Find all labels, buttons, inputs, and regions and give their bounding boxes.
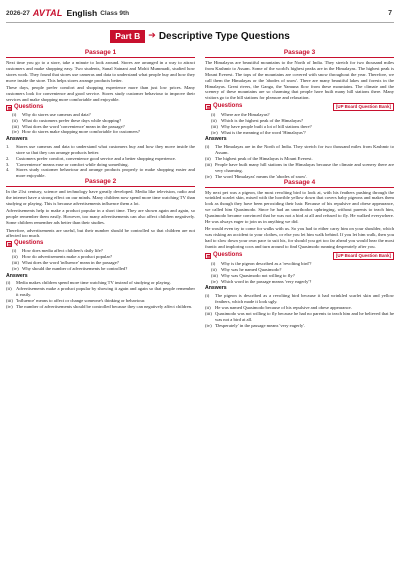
answer-number: (iv) bbox=[205, 173, 212, 179]
questions-heading bbox=[6, 241, 195, 247]
question-number: (iii) bbox=[211, 272, 218, 278]
question-item bbox=[6, 129, 195, 135]
passage-paragraph: These days, people prefer comfort and shopping experience more than just low prices. Many customers look for convenience and good service. Stores study customer behaviour to improve their services and make shopping more comfortable and enjoyable. bbox=[6, 85, 195, 102]
question-number: (iii) bbox=[12, 123, 19, 129]
passage-title: Passage 4 bbox=[205, 180, 394, 188]
answer-item bbox=[205, 293, 394, 305]
right-column bbox=[205, 50, 394, 328]
answer-number: (i) bbox=[205, 144, 210, 150]
answer-list bbox=[205, 293, 394, 328]
questions-heading bbox=[205, 103, 394, 111]
passage-title: Passage 1 bbox=[6, 50, 195, 58]
question-number: (iv) bbox=[12, 129, 19, 135]
question-list bbox=[205, 112, 394, 136]
question-text: What does the word 'convenience' mean in the passage? bbox=[22, 123, 125, 129]
part-heading bbox=[0, 28, 400, 44]
question-text: How does media affect children's daily life? bbox=[22, 248, 103, 254]
passage-section bbox=[6, 179, 195, 310]
answer-item bbox=[6, 286, 195, 298]
question-number: (i) bbox=[211, 112, 216, 118]
passage-paragraph: He would even try to come for walks with us. So you had to either carry him on your shoulder, which was risking an accident to your clothes, or else you let him walk behind. If you let him walk, then you had to slow down your own pace to suit his, for should you get too far ahead you would hear the most frantic and imploring coos and turn around to find Quasimodo running desperately after you. bbox=[205, 226, 394, 250]
answer-number: (iii) bbox=[6, 298, 13, 304]
answer-number: 3. bbox=[6, 161, 10, 167]
questions-label: Questions bbox=[14, 240, 44, 247]
source-badge: [UP Board Question Bank] bbox=[333, 252, 394, 260]
answer-number: (i) bbox=[6, 280, 11, 286]
question-text: Why should the number of advertisements be controlled? bbox=[22, 266, 128, 272]
question-list bbox=[205, 261, 394, 285]
question-text: Which is the highest peak of the Himalayas? bbox=[221, 118, 304, 124]
answer-number: 1. bbox=[6, 143, 10, 149]
header-divider bbox=[6, 22, 394, 23]
answer-text: 'Convenience' means ease or comfort while doing something. bbox=[16, 161, 129, 167]
answer-text: 'Influence' means to affect or change someone's thinking or behaviour. bbox=[16, 298, 146, 304]
answer-list bbox=[6, 144, 195, 179]
question-text: Why is the pigeon described as a 'revolting bird'? bbox=[221, 261, 312, 266]
question-number: (i) bbox=[211, 261, 216, 266]
question-text: Why do stores use cameras and data? bbox=[22, 111, 91, 117]
part-label: Part B bbox=[110, 30, 145, 43]
passage-section bbox=[6, 50, 195, 179]
question-text: What does the word 'influence' mean in the passage? bbox=[22, 260, 119, 266]
page-number: 7 bbox=[388, 9, 392, 17]
answer-text: The Himalayas are in the North of India. They stretch for two thousand miles from Kashmir to Assam. bbox=[215, 144, 394, 156]
question-text: How do stores make shopping more comfortable for customers? bbox=[22, 129, 140, 135]
arrow-right-icon: ➔ bbox=[148, 31, 156, 41]
source-badge: [UP Board Question Bank] bbox=[333, 103, 394, 111]
answer-text: The number of advertisements should be controlled because they can negatively affect children. bbox=[16, 304, 193, 310]
passage-title: Passage 3 bbox=[205, 50, 394, 58]
passage-paragraph: The Himalayas are beautiful mountains to the North of India. They stretch for two thousand miles from Kashmir to Assam. Some of the world's highest peaks are in the Himalayas. The highest peak is Mount Everest. The tops of the mountains are covered with snow throughout the year. Therefore, we call them the Himalayas or the 'abodes of snow'. There are many beautiful lakes and forests in the Himalayas. Great rivers, the Ganga, the Yamuna flow from these mountains. The climate and the scenery of these mountains are so charming that people have built many hill stations there. Many visitors go to the hill stations for pleasure and relaxation. bbox=[205, 59, 394, 101]
answer-text: Stores use cameras and data to understand what customers buy and how they move inside the store so that they can arrange products better. bbox=[16, 143, 195, 155]
answer-text: People have built many hill stations in the Himalayas because the climate and scenery there are very charming. bbox=[215, 161, 394, 173]
answer-item bbox=[205, 311, 394, 323]
questions-icon bbox=[205, 253, 211, 259]
subject-title: English bbox=[66, 8, 98, 18]
passage-paragraph: Next time you go to a store, take a minute to look around. Stores are arranged in a way to attract customers and make shopping easy. Two students, Sunal Sainani and Mohit Mummadi, studied how stores work. They found that stores use cameras and data to understand what people buy and how they move inside the store. This helps stores arrange products better. bbox=[6, 59, 195, 83]
answer-number: (ii) bbox=[205, 156, 211, 161]
left-column bbox=[6, 50, 195, 310]
answer-text: Media makes children spend more time watching TV instead of studying or playing. bbox=[16, 280, 171, 286]
answer-text: Advertisements make a product popular by showing it again and again so that people remember it easily. bbox=[16, 286, 195, 298]
question-item bbox=[205, 279, 394, 285]
answer-number: (ii) bbox=[205, 304, 211, 310]
answer-text: He was named Quasimodo because of his repulsive and obese appearance. bbox=[215, 304, 352, 310]
question-number: (i) bbox=[12, 111, 17, 117]
answer-text: Quasimodo was not willing to fly because he had no parents to teach him and he believed that he was not a bird at all. bbox=[215, 310, 394, 322]
answer-text: Customers prefer comfort, convenience good service and a better shopping experience. bbox=[16, 155, 176, 161]
page-header bbox=[6, 6, 392, 20]
answer-text: The word 'Himalayas' means the 'abodes of snow'. bbox=[215, 173, 308, 179]
questions-icon bbox=[205, 104, 211, 110]
question-number: (ii) bbox=[12, 254, 18, 260]
questions-heading bbox=[205, 252, 394, 260]
passage-section bbox=[205, 50, 394, 180]
answer-list bbox=[6, 280, 195, 310]
question-item bbox=[205, 130, 394, 136]
question-text: How do advertisements make a product popular? bbox=[22, 254, 113, 260]
answer-text: Stores study customer behaviour and arrange products properly to make shopping easier and more enjoyable. bbox=[16, 167, 195, 179]
answer-number: 2. bbox=[6, 155, 10, 161]
question-list bbox=[6, 248, 195, 272]
question-list bbox=[6, 112, 195, 136]
question-text: Why was Quasimodo not willing to fly? bbox=[221, 272, 295, 278]
answer-item bbox=[205, 144, 394, 156]
answer-item bbox=[6, 304, 195, 310]
answer-text: The highest peak of the Himalayas is Mount Everest. bbox=[215, 156, 313, 161]
question-text: Which word in the passage means 'very eagerly'? bbox=[221, 278, 312, 284]
passage-title: Passage 2 bbox=[6, 179, 195, 187]
answer-number: (iv) bbox=[205, 322, 212, 328]
question-text: Why have people built a lot of hill stations there? bbox=[221, 123, 312, 129]
questions-icon bbox=[6, 105, 12, 111]
passage-paragraph: My next pet was a pigeon, the most revolting bird to look at, with his feathers pushing through the wrinkled scarlet skin, mixed with the horrible yellow down that covers baby pigeons and makes them look as though they have been peroxiding their hair. Because of his repulsive and obese appearance, we called him Quasimodo. Since he had an unorthodox upbringing, without parents to teach him, Quasimodo became convinced that he was not a bird at all and refused to fly. He walked everywhere. He was always eager to join us in anything we did. bbox=[205, 189, 394, 225]
question-number: (ii) bbox=[211, 118, 217, 124]
passage-paragraph: Therefore, advertisements are useful, but their number should be controlled so that children are not affected too much. bbox=[6, 227, 195, 239]
class-label: Class 9th bbox=[100, 9, 130, 17]
question-number: (iv) bbox=[12, 266, 19, 272]
passage-section bbox=[205, 180, 394, 329]
questions-heading bbox=[6, 105, 195, 111]
answer-item bbox=[205, 162, 394, 174]
question-item bbox=[6, 266, 195, 272]
answer-number: (ii) bbox=[6, 286, 12, 292]
questions-label: Questions bbox=[213, 252, 243, 259]
answers-label: Answers bbox=[205, 136, 227, 143]
answer-number: (iii) bbox=[205, 310, 212, 316]
answer-number: 4. bbox=[6, 167, 10, 173]
answer-list bbox=[205, 144, 394, 179]
question-number: (iii) bbox=[211, 123, 218, 129]
passage-paragraph: In the 21st century, science and technology have greatly developed. Media like television, radio and the internet have a strong effect on our minds. Many children now spend more time watching TV than studying or playing. This is because advertisements influence them a lot. bbox=[6, 189, 195, 206]
question-text: What is the meaning of the word 'Himalayas'? bbox=[221, 129, 306, 135]
question-number: (iv) bbox=[211, 278, 218, 284]
question-text: What do customers prefer these days while shopping? bbox=[22, 117, 122, 123]
passage-paragraph: Advertisements help to make a product popular in a short time. They are shown again and again, so people remember them easily. However, too many advertisements can also affect children negatively. Some children remember ads better than their studies. bbox=[6, 208, 195, 226]
answers-label: Answers bbox=[6, 135, 28, 142]
answers-label: Answers bbox=[205, 285, 227, 292]
session-year: 2026-27 bbox=[6, 9, 30, 17]
answer-item bbox=[205, 323, 394, 329]
answer-item bbox=[6, 144, 195, 156]
answer-number: (iv) bbox=[6, 304, 13, 310]
question-number: (ii) bbox=[211, 266, 217, 272]
answer-number: (iii) bbox=[205, 161, 212, 167]
answer-text: The pigeon is described as a revolting bird because it had wrinkled scarlet skin and yellow feathers, which made it look ugly. bbox=[215, 293, 394, 304]
answer-number: (i) bbox=[205, 293, 210, 299]
question-text: Where are the Himalayas? bbox=[221, 112, 270, 118]
answers-label: Answers bbox=[6, 272, 28, 279]
question-number: (iv) bbox=[211, 129, 218, 135]
question-text: Why was he named Quasimodo? bbox=[221, 266, 282, 272]
question-number: (ii) bbox=[12, 117, 18, 123]
brand-logo: AVTAL bbox=[32, 8, 63, 18]
answer-text: 'Desperately' in the passage means 'very eagerly'. bbox=[215, 322, 306, 328]
question-number: (i) bbox=[12, 248, 17, 254]
questions-label: Questions bbox=[14, 103, 44, 110]
part-title: Descriptive Type Questions bbox=[158, 30, 290, 42]
questions-icon bbox=[6, 241, 12, 247]
questions-label: Questions bbox=[213, 103, 243, 110]
question-number: (iii) bbox=[12, 260, 19, 266]
